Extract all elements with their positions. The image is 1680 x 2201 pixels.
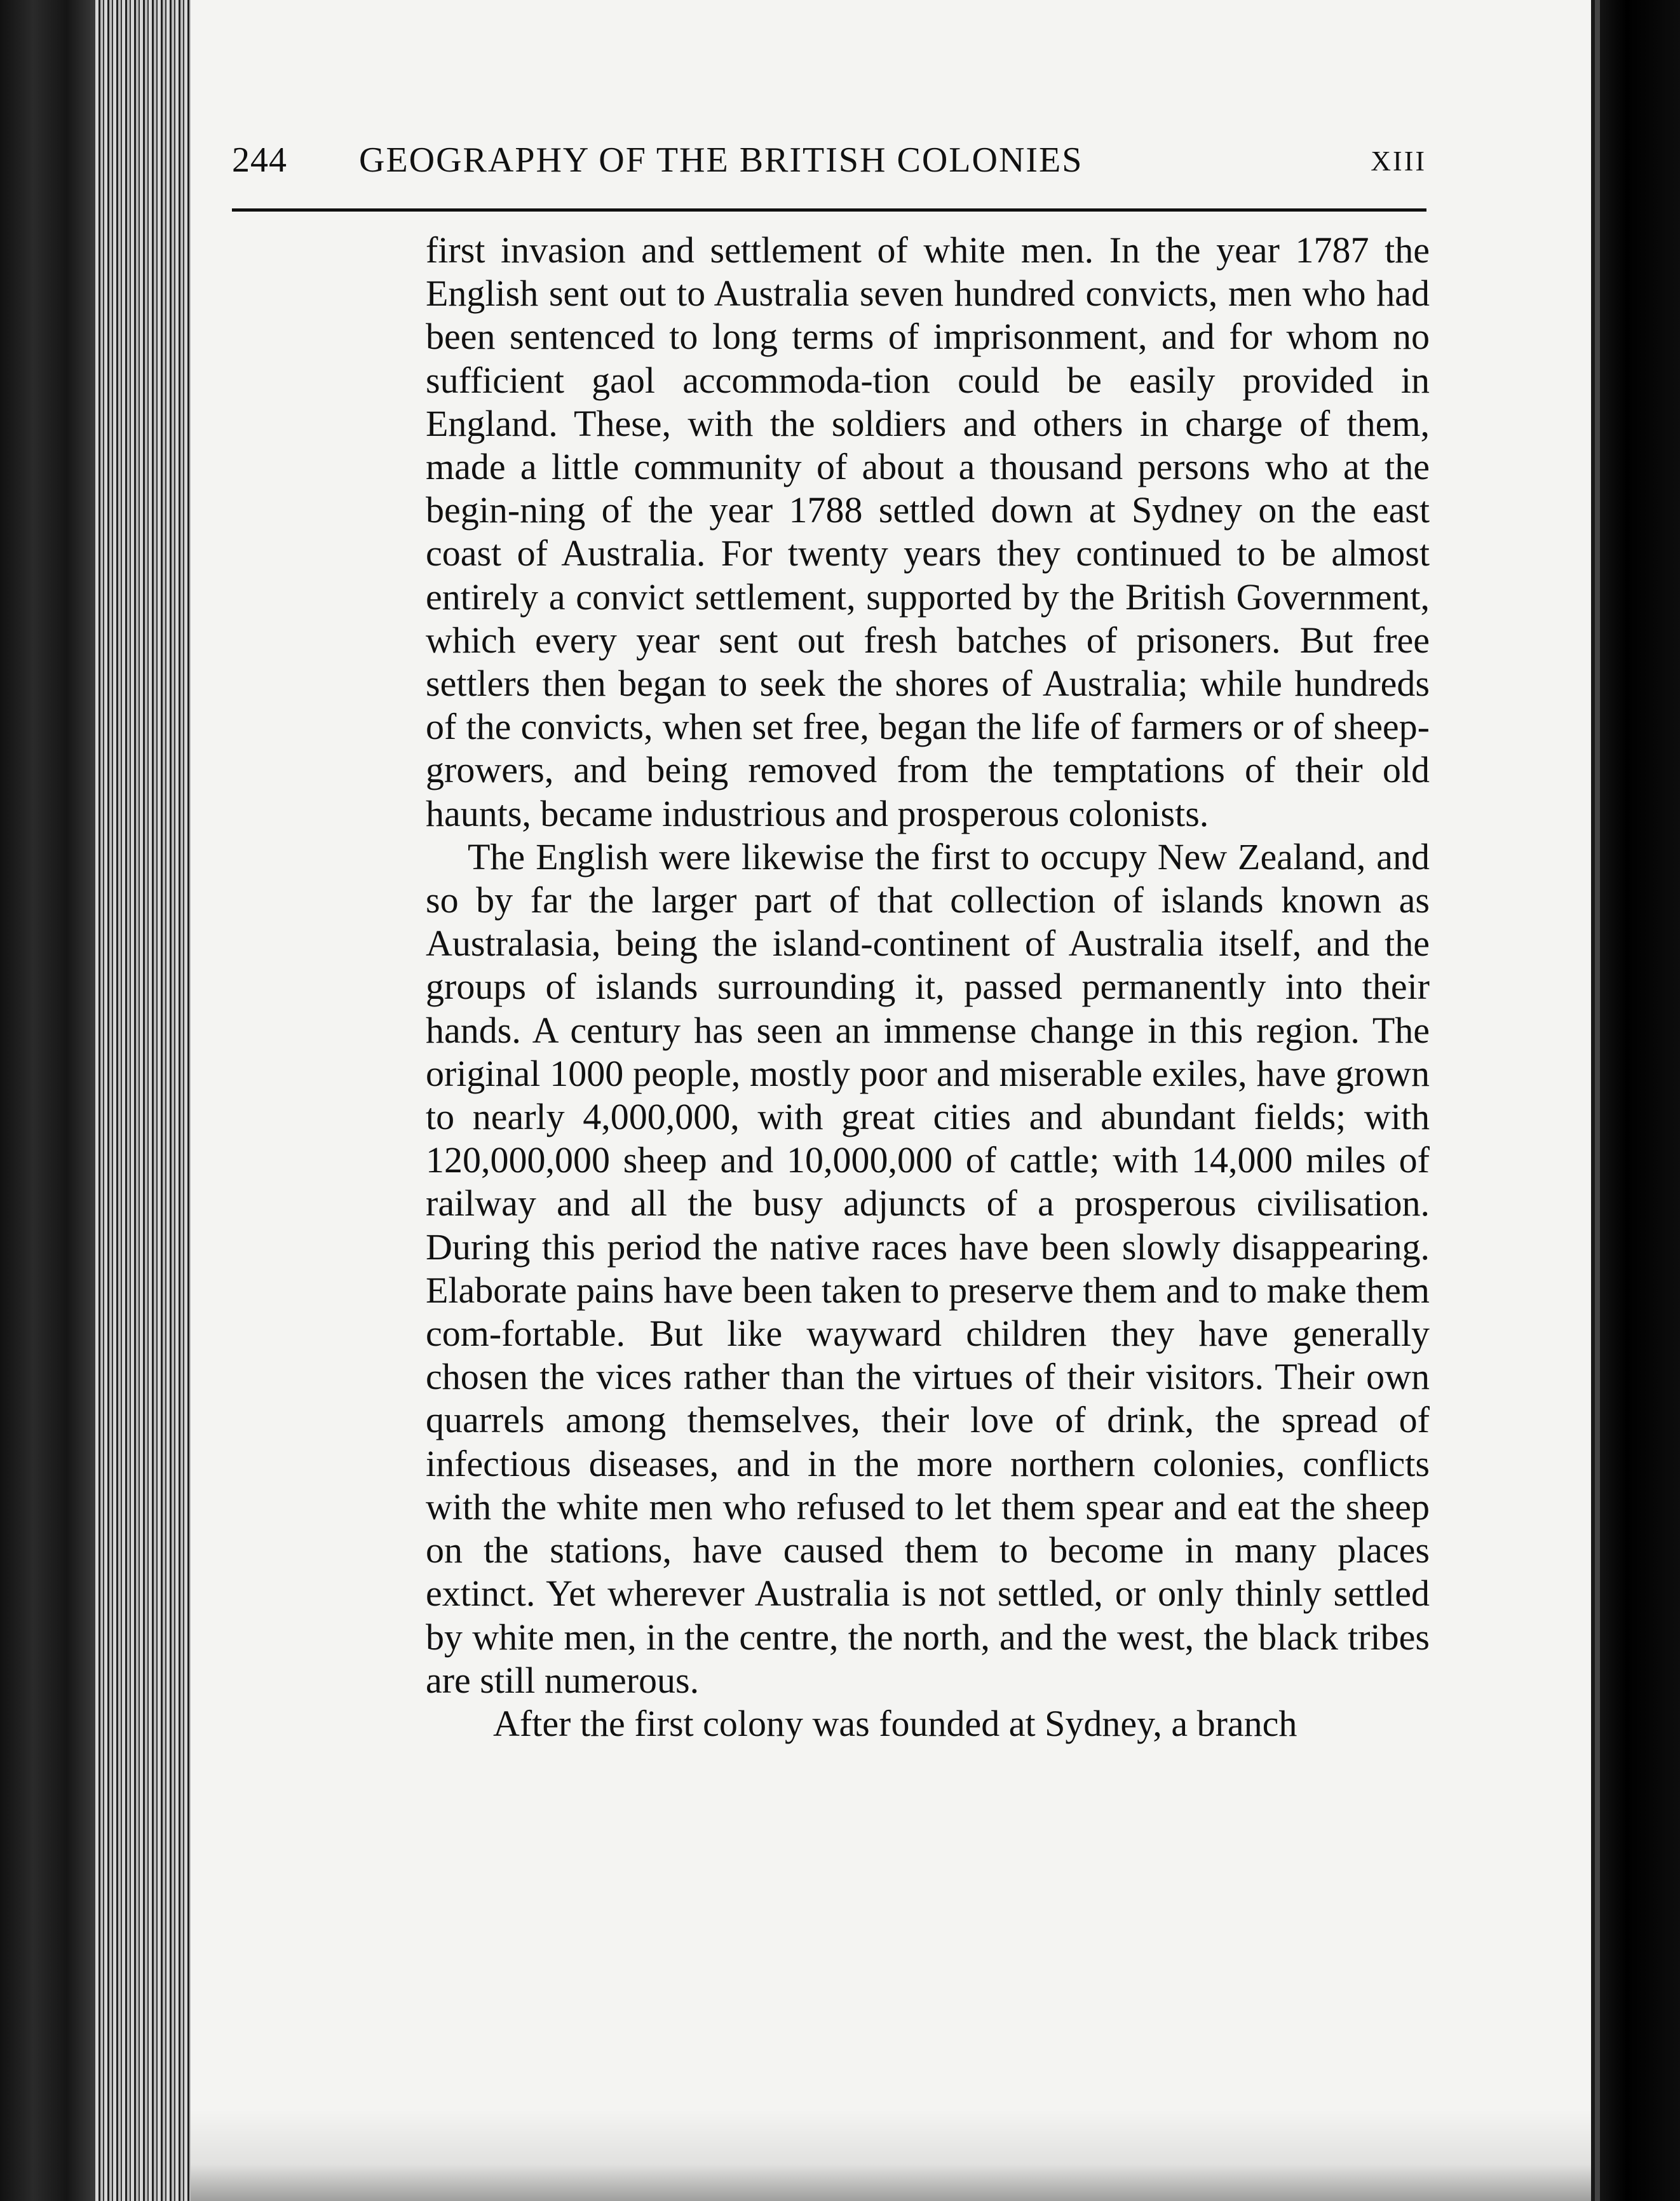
running-header: [232, 140, 1426, 191]
body-text: [426, 229, 1430, 1745]
book-page-edges: [95, 0, 191, 2201]
chapter-number: XIII: [1371, 146, 1426, 177]
scan-border-right: [1591, 0, 1680, 2201]
running-title: GEOGRAPHY OF THE BRITISH COLONIES: [359, 140, 1083, 180]
paragraph-2: The English were likewise the first to occupy New Zealand, and so by far the larger part of that collection of islands known as Australasia, being the island-continent of Australia itself, and the groups of islands surrounding it, passed permanently into their hands. A century has seen an immense change in this region. The original 1000 people, mostly poor and miserable exiles, have grown to nearly 4,000,000, with great cities and abundant fields; with 120,000,000 sheep and 10,000,000 of cattle; with 14,000 miles of railway and all the busy adjuncts of a prosperous civilisation. During this period the native races have been slowly disappearing. Elaborate pains have been taken to preserve them and to make them com-fortable. But like wayward children they have generally chosen the vices rather than the virtues of their visitors. Their own quarrels among themselves, their love of drink, the spread of infectious diseases, and in the more northern colonies, conflicts with the white men who refused to let them spear and eat the sheep on the stations, have caused them to become in many places extinct. Yet wherever Australia is not settled, or only thinly settled by white men, in the centre, the north, and the west, the black tribes are still numerous.: [426, 836, 1430, 1701]
header-rule: [232, 208, 1426, 212]
paragraph-3: After the first colony was founded at Sydney, a branch: [493, 1702, 1297, 1744]
scan-border-left: [0, 0, 95, 2201]
paragraph-1: first invasion and settlement of white men. In the year 1787 the English sent out to Australia seven hundred convicts, men who had been sentenced to long terms of imprisonment, and for whom no sufficient gaol accommoda-tion could be easily provided in England. These, with the soldiers and others in charge of them, made a little community of about a thousand persons who at the begin-ning of the year 1788 settled down at Sydney on the east coast of Australia. For twenty years they continued to be almost entirely a convict settlement, supported by the British Government, which every year sent out fresh batches of prisoners. But free settlers then began to seek the shores of Australia; while hundreds of the convicts, when set free, began the life of farmers or of sheep-growers, and being removed from the temptations of their old haunts, became industrious and prosperous colonists.: [426, 229, 1430, 834]
page-number: 244: [232, 140, 287, 180]
page-bottom-shadow: [191, 2110, 1591, 2201]
